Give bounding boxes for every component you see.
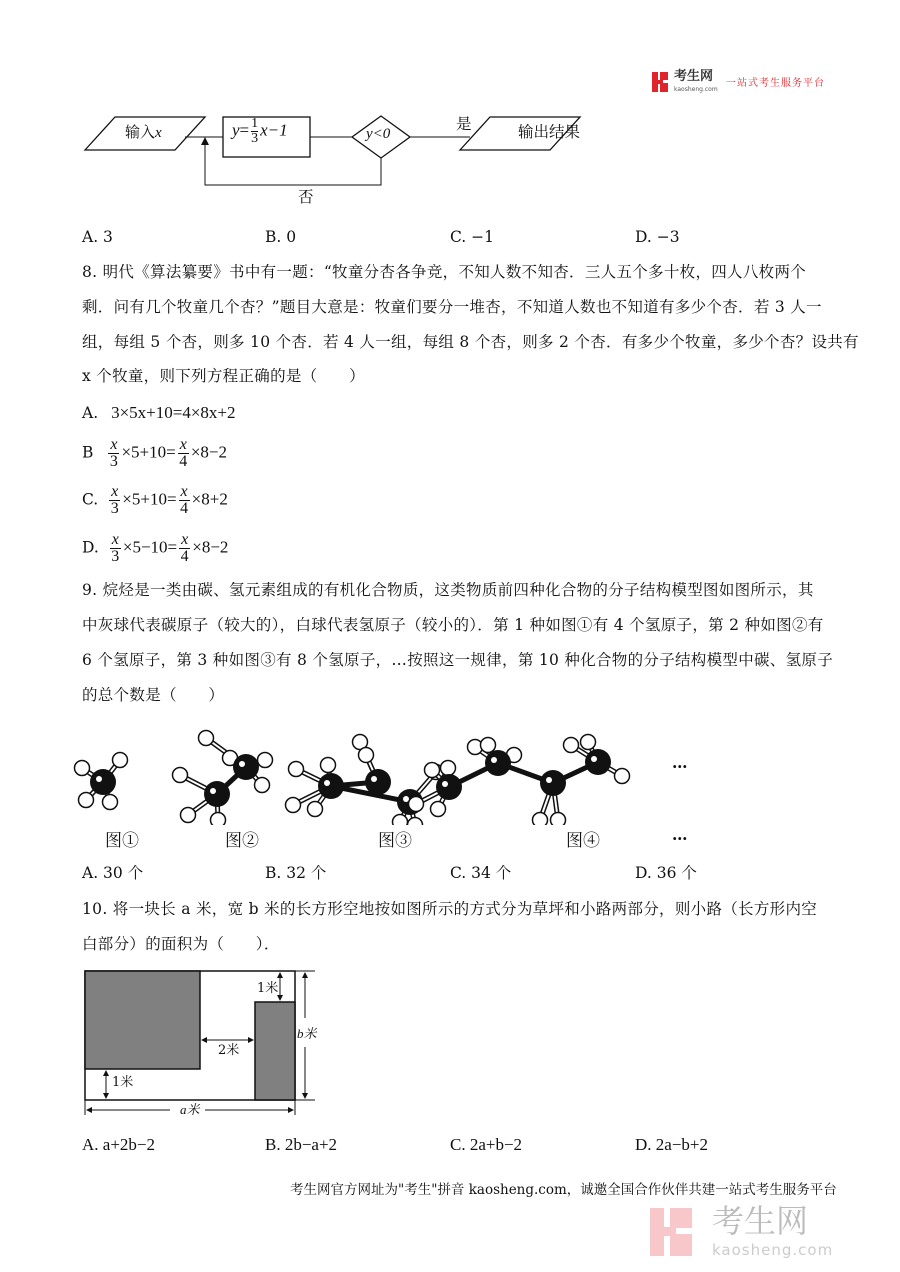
- hydrogen-atom: [286, 798, 301, 813]
- carbon-highlight: [96, 776, 102, 782]
- hydrogen-atom: [321, 758, 336, 773]
- option-expr-left: ×5−10=: [122, 537, 178, 557]
- kaosheng-logo-icon: [652, 72, 672, 92]
- label-bottom-gap: 1米: [112, 1075, 134, 1090]
- q8-option-b: [82, 437, 227, 470]
- frac-den: 3: [110, 500, 119, 517]
- flow-input: [125, 123, 162, 142]
- watermark-logo-icon: [650, 1208, 698, 1256]
- molecule-2: [173, 731, 273, 826]
- option-label: B: [82, 443, 94, 462]
- hydrogen-atom: [199, 731, 214, 746]
- carbon-atom: [365, 769, 391, 795]
- q7-option-d: D. −3: [635, 228, 680, 246]
- hydrogen-atom: [103, 795, 118, 810]
- logo-subtext: kaosheng.com: [674, 86, 718, 93]
- molecule-4: [409, 735, 630, 826]
- q10-option-b: B. 2b−a+2: [265, 1135, 338, 1154]
- hydrogen-atom: [258, 753, 273, 768]
- option-expr-left: ×5+10=: [121, 442, 176, 462]
- flow-den: 3: [251, 131, 259, 146]
- hydrogen-atom: [615, 769, 630, 784]
- q8-option-d: [82, 532, 228, 565]
- hydrogen-atom: [113, 753, 128, 768]
- option-label: A.: [82, 404, 99, 422]
- q10-line-2: 白部分）的面积为（ ）．: [82, 935, 280, 953]
- hydrogen-atom: [409, 797, 424, 812]
- frac-num: x: [180, 483, 188, 500]
- q7-option-a: A. 3: [82, 228, 113, 246]
- frac-num: x: [111, 531, 119, 548]
- option-label: D.: [82, 538, 99, 557]
- option-expr: 3×5x+10=4×8x+2: [111, 403, 236, 422]
- frac-den: 3: [109, 453, 118, 470]
- hydrogen-atom: [481, 738, 496, 753]
- flow-rest: x−1: [260, 120, 288, 140]
- q9-option-d: D. 36 个: [635, 864, 697, 882]
- hydrogen-atom: [359, 748, 374, 763]
- carbon-atom: [318, 773, 344, 799]
- label-width: a米: [180, 1102, 200, 1117]
- molecule-3: [286, 735, 444, 826]
- q9-line-1: 9. 烷烃是一类由碳、氢元素组成的有机化合物质，这类物质前四种化合物的分子结构模型图如图所示，其: [82, 581, 814, 599]
- path-diagram: [70, 960, 330, 1125]
- option-label: C.: [82, 490, 99, 509]
- flow-process: [232, 117, 288, 146]
- option-expr-right: ×8−2: [190, 442, 227, 462]
- carbon-atom: [90, 769, 116, 795]
- q10-option-a: A. a+2b−2: [82, 1135, 155, 1154]
- watermark-subtext: kaosheng.com: [712, 1241, 834, 1259]
- q8-line-1: 8. 明代《算法纂要》书中有一题：“牧童分杏各争竞，不知人数不知杏．三人五个多十枚，四人八枚两个: [82, 263, 807, 281]
- carbon-atom: [233, 754, 259, 780]
- watermark: [650, 1208, 698, 1261]
- molecule-figures: [70, 725, 710, 825]
- carbon-highlight: [371, 776, 377, 782]
- flow-no-label: 否: [298, 188, 314, 206]
- hydrogen-atom: [75, 761, 90, 776]
- figure-label-1: 图①: [105, 831, 139, 851]
- flowchart: [70, 105, 630, 215]
- carbon-highlight: [403, 796, 409, 802]
- q7-option-b: B. 0: [265, 228, 297, 246]
- molecule-ellipsis: …: [672, 753, 688, 772]
- q10-line-1: 10. 将一块长 a 米，宽 b 米的长方形空地按如图所示的方式分为草坪和小路两部分，则小路（长方形内空: [82, 900, 818, 918]
- q9-line-2: 中灰球代表碳原子（较大的），白球代表氢原子（较小的）．第 1 种如图①有 4 个氢原子，第 2 种如图②有: [82, 616, 824, 634]
- frac-num: x: [179, 436, 187, 453]
- frac-num: x: [181, 531, 189, 548]
- q9-line-4: 的总个数是（ ）: [82, 686, 225, 704]
- carbon-atom: [436, 774, 462, 800]
- footer-text: 考生网官方网址为"考生"拼音 kaosheng.com，诚邀全国合作伙伴共建一站式考生服务平台: [290, 1182, 837, 1198]
- hydrogen-atom: [211, 813, 226, 826]
- q9-line-3: 6 个氢原子，第 3 种如图③有 8 个氢原子，…按照这一规律，第 10 种化合物的分子结构模型中碳、氢原子: [82, 651, 833, 669]
- logo-text: 考生网: [674, 69, 714, 84]
- q10-option-d: D. 2a−b+2: [635, 1135, 708, 1154]
- flow-input-label: 输入: [125, 123, 156, 141]
- q7-option-c: C. −1: [450, 228, 495, 246]
- flow-output: 输出结果: [518, 123, 581, 141]
- label-top-gap: 1米: [257, 981, 279, 996]
- frac-num: x: [111, 483, 119, 500]
- q8-option-a: [82, 403, 236, 423]
- hydrogen-atom: [181, 808, 196, 823]
- hydrogen-atom: [441, 761, 456, 776]
- q8-line-4: x 个牧童，则下列方程正确的是（ ）: [82, 367, 365, 385]
- hydrogen-atom: [564, 738, 579, 753]
- q9-option-c: C. 34 个: [450, 864, 512, 882]
- hydrogen-atom: [425, 763, 440, 778]
- hydrogen-atom: [533, 813, 548, 826]
- molecule-1: [75, 753, 128, 810]
- option-expr-left: ×5+10=: [122, 489, 177, 509]
- carbon-highlight: [591, 756, 597, 762]
- q9-option-a: A. 30 个: [82, 864, 144, 882]
- hydrogen-atom: [79, 793, 94, 808]
- flow-input-var: x: [155, 125, 162, 141]
- frac-den: 3: [111, 548, 120, 565]
- flow-y: y: [232, 120, 240, 140]
- frac-num: x: [110, 436, 118, 453]
- figure-label-2: 图②: [225, 831, 259, 851]
- carbon-atom: [485, 750, 511, 776]
- flow-yes-label: 是: [456, 115, 472, 133]
- flow-eq: =: [239, 120, 250, 140]
- label-height: b米: [297, 1026, 317, 1041]
- hydrogen-atom: [173, 768, 188, 783]
- hydrogen-atom: [551, 813, 566, 826]
- q8-line-2: 剩．问有几个牧童几个杏？”题目大意是：牧童们要分一堆杏，不知道人数也不知道有多少个杏．若 3 人一: [82, 298, 822, 316]
- hydrogen-atom: [408, 818, 423, 826]
- option-expr-right: ×8+2: [191, 489, 228, 509]
- frac-den: 4: [180, 548, 189, 565]
- carbon-highlight: [491, 757, 497, 763]
- hydrogen-atom: [255, 778, 270, 793]
- option-expr-right: ×8−2: [192, 537, 229, 557]
- hydrogen-atom: [308, 802, 323, 817]
- label-mid-gap: 2米: [218, 1043, 240, 1058]
- q10-option-c: C. 2a+b−2: [450, 1135, 523, 1154]
- q8-line-3: 组，每组 5 个杏，则多 10 个杏．若 4 人一组，每组 8 个杏，则多 2 个杏．有多少个牧童，多少个杏？设共有: [82, 333, 859, 351]
- carbon-atom: [540, 770, 566, 796]
- flow-decision: y<0: [366, 126, 391, 142]
- figure-label-4: 图④: [566, 831, 600, 851]
- hydrogen-atom: [289, 762, 304, 777]
- carbon-highlight: [239, 761, 245, 767]
- hydrogen-atom: [393, 815, 408, 826]
- carbon-atom: [585, 749, 611, 775]
- frac-den: 4: [180, 500, 189, 517]
- frac-den: 4: [179, 453, 188, 470]
- flow-num: 1: [251, 116, 259, 131]
- carbon-highlight: [546, 777, 552, 783]
- hydrogen-atom: [581, 735, 596, 750]
- carbon-highlight: [210, 788, 216, 794]
- figure-label-3: 图③: [378, 831, 412, 851]
- figure-label-ellipsis: …: [672, 825, 688, 844]
- header-logo: [652, 72, 672, 97]
- watermark-text: 考生网: [712, 1202, 809, 1240]
- hydrogen-atom: [431, 802, 446, 817]
- carbon-highlight: [442, 781, 448, 787]
- carbon-atom: [204, 781, 230, 807]
- q9-option-b: B. 32 个: [265, 864, 327, 882]
- q8-option-c: [82, 484, 228, 517]
- header-slogan: 一站式考生服务平台: [726, 78, 825, 89]
- carbon-highlight: [324, 780, 330, 786]
